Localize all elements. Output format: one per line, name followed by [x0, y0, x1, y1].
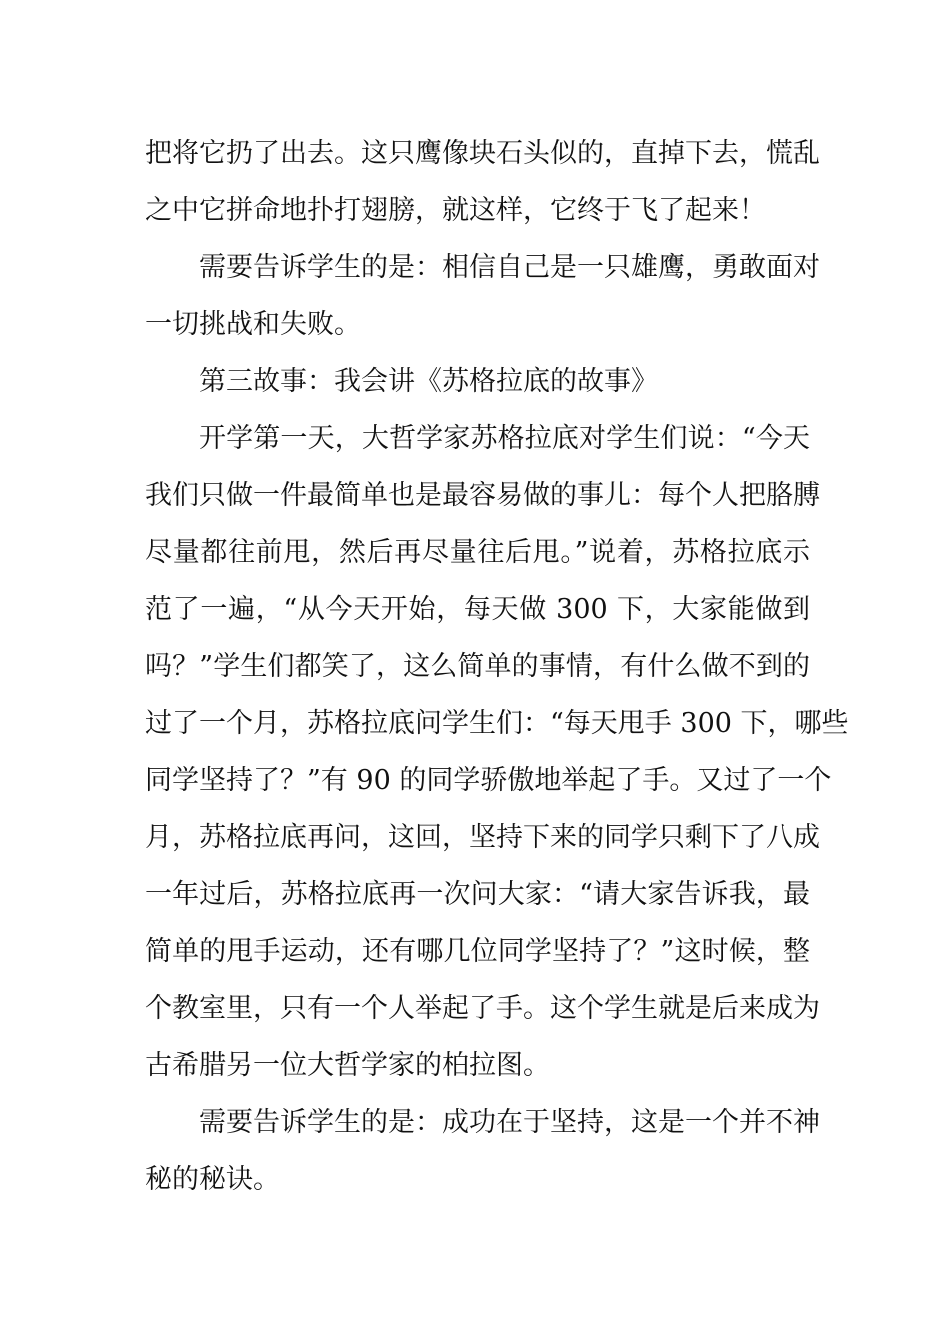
text-line: 尽量都往前甩，然后再尽量往后甩。”说着，苏格拉底示: [145, 537, 810, 568]
text-line: 把将它扔了出去。这只鹰像块石头似的，直掉下去，慌乱: [145, 138, 820, 169]
text-line: 需要告诉学生的是：成功在于坚持，这是一个并不神: [199, 1107, 820, 1138]
text-line: 同学坚持了？”有 90 的同学骄傲地举起了手。又过了一个: [145, 765, 832, 796]
text-line: 需要告诉学生的是：相信自己是一只雄鹰，勇敢面对: [199, 252, 820, 283]
text-line: 吗？”学生们都笑了，这么简单的事情，有什么做不到的: [145, 651, 810, 682]
text-line: 我们只做一件最简单也是最容易做的事儿：每个人把胳膊: [145, 480, 820, 511]
section-heading: 第三故事：我会讲《苏格拉底的故事》: [199, 366, 658, 397]
text-line: 范了一遍，“从今天开始，每天做 300 下，大家能做到: [145, 594, 810, 625]
text-line: 简单的甩手运动，还有哪几位同学坚持了？”这时候，整: [145, 936, 810, 967]
text-line: 过了一个月，苏格拉底问学生们：“每天甩手 300 下，哪些: [145, 708, 849, 739]
text-line: 一切挑战和失败。: [145, 309, 361, 340]
text-line: 一年过后，苏格拉底再一次问大家：“请大家告诉我，最: [145, 879, 810, 910]
text-line: 开学第一天，大哲学家苏格拉底对学生们说：“今天: [199, 423, 810, 454]
text-line: 个教室里，只有一个人举起了手。这个学生就是后来成为: [145, 993, 820, 1024]
text-line: 古希腊另一位大哲学家的柏拉图。: [145, 1050, 550, 1081]
text-line: 之中它拼命地扑打翅膀，就这样，它终于飞了起来！: [145, 195, 766, 226]
text-line: 秘的秘诀。: [145, 1164, 280, 1195]
text-line: 月，苏格拉底再问，这回，坚持下来的同学只剩下了八成: [145, 822, 820, 853]
